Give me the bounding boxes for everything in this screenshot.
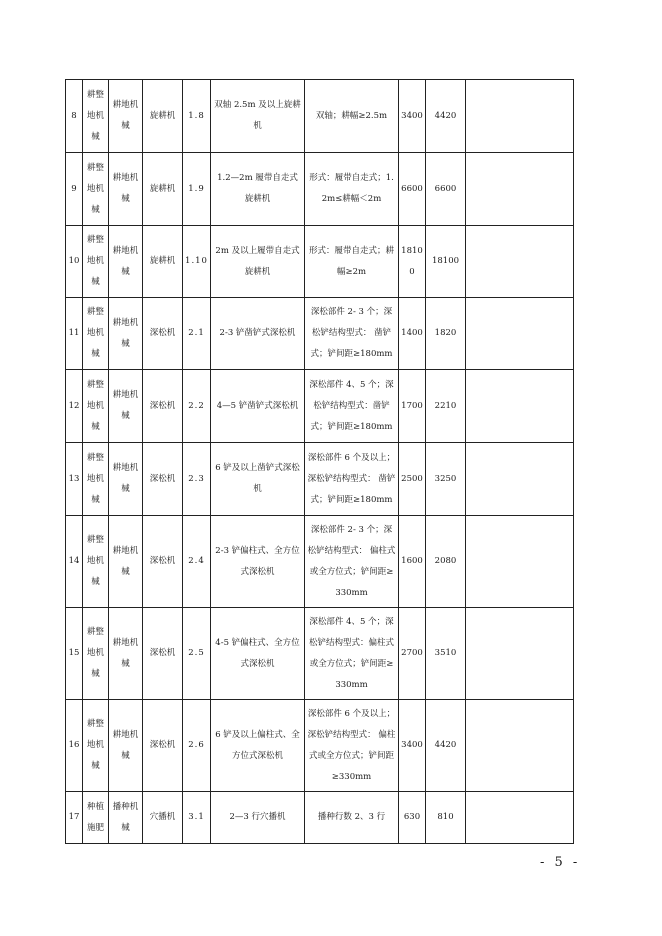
cell-note xyxy=(466,298,574,370)
cell-item-name: 2m 及以上履带自走式旋耕机 xyxy=(211,226,305,298)
cell-item-code: 1.8 xyxy=(183,80,211,153)
cell-subcategory: 耕地机械 xyxy=(109,443,143,516)
cell-note xyxy=(466,443,574,516)
table-row xyxy=(66,153,574,226)
table-row xyxy=(66,298,574,370)
cell-note xyxy=(466,792,574,844)
cell-row-index: 15 xyxy=(66,608,83,700)
cell-subcategory: 播种机械 xyxy=(109,792,143,844)
cell-note xyxy=(466,226,574,298)
cell-subcategory: 耕地机械 xyxy=(109,516,143,608)
cell-item-code: 2.5 xyxy=(183,608,211,700)
cell-subsidy-amount: 630 xyxy=(399,792,426,844)
cell-subsidy-amount: 1700 xyxy=(399,370,426,443)
table-row xyxy=(66,516,574,608)
table-row xyxy=(66,700,574,792)
cell-basic-spec: 深松部件 2- 3 个；深松铲结构型式： 偏柱式或全方位式；铲间距≥330mm xyxy=(305,516,399,608)
cell-row-index: 10 xyxy=(66,226,83,298)
cell-item-code: 2.4 xyxy=(183,516,211,608)
cell-item-name: 2-3 铲凿铲式深松机 xyxy=(211,298,305,370)
cell-subsidy-amount: 3400 xyxy=(399,80,426,153)
cell-subsidy-amount-b: 2210 xyxy=(426,370,466,443)
table-row xyxy=(66,443,574,516)
cell-item-code: 3.1 xyxy=(183,792,211,844)
cell-item-name: 4—5 铲凿铲式深松机 xyxy=(211,370,305,443)
cell-row-index: 11 xyxy=(66,298,83,370)
cell-basic-spec: 播种行数 2、3 行 xyxy=(305,792,399,844)
cell-item-name: 2—3 行穴播机 xyxy=(211,792,305,844)
cell-subcategory: 耕地机械 xyxy=(109,298,143,370)
cell-subcategory: 耕地机械 xyxy=(109,80,143,153)
cell-row-index: 8 xyxy=(66,80,83,153)
cell-subsidy-amount-b: 1820 xyxy=(426,298,466,370)
table-row xyxy=(66,226,574,298)
cell-subsidy-amount-b: 3250 xyxy=(426,443,466,516)
table-row xyxy=(66,792,574,844)
cell-subcategory: 耕地机械 xyxy=(109,700,143,792)
table-row xyxy=(66,370,574,443)
cell-machine-type: 旋耕机 xyxy=(143,80,183,153)
cell-item-name: 双轴 2.5m 及以上旋耕机 xyxy=(211,80,305,153)
cell-item-code: 1.9 xyxy=(183,153,211,226)
cell-category: 耕整地机械 xyxy=(83,516,109,608)
cell-subsidy-amount-b: 6600 xyxy=(426,153,466,226)
cell-subsidy-amount-b: 810 xyxy=(426,792,466,844)
table-row xyxy=(66,608,574,700)
cell-subsidy-amount: 2700 xyxy=(399,608,426,700)
cell-subsidy-amount-b: 18100 xyxy=(426,226,466,298)
cell-category: 耕整地机械 xyxy=(83,226,109,298)
cell-subsidy-amount-b: 2080 xyxy=(426,516,466,608)
cell-machine-type: 穴播机 xyxy=(143,792,183,844)
cell-row-index: 13 xyxy=(66,443,83,516)
cell-subcategory: 耕地机械 xyxy=(109,153,143,226)
cell-basic-spec: 深松部件 4、5 个；深松铲结构型式：偏柱式或全方位式；铲间距≥330mm xyxy=(305,608,399,700)
cell-row-index: 14 xyxy=(66,516,83,608)
cell-basic-spec: 形式：履带自走式；1.2m≤耕幅＜2m xyxy=(305,153,399,226)
table-row xyxy=(66,80,574,153)
cell-subsidy-amount: 1600 xyxy=(399,516,426,608)
cell-machine-type: 深松机 xyxy=(143,370,183,443)
cell-item-name: 1.2—2m 履带自走式旋耕机 xyxy=(211,153,305,226)
cell-note xyxy=(466,516,574,608)
cell-subsidy-amount: 3400 xyxy=(399,700,426,792)
subsidy-table xyxy=(65,79,574,844)
cell-subsidy-amount: 18100 xyxy=(399,226,426,298)
cell-category: 种植施肥 xyxy=(83,792,109,844)
cell-category: 耕整地机械 xyxy=(83,298,109,370)
cell-subsidy-amount: 1400 xyxy=(399,298,426,370)
cell-basic-spec: 形式：履带自走式；耕幅≥2m xyxy=(305,226,399,298)
cell-category: 耕整地机械 xyxy=(83,80,109,153)
cell-category: 耕整地机械 xyxy=(83,443,109,516)
cell-category: 耕整地机械 xyxy=(83,700,109,792)
cell-machine-type: 旋耕机 xyxy=(143,226,183,298)
cell-row-index: 9 xyxy=(66,153,83,226)
cell-subsidy-amount: 2500 xyxy=(399,443,426,516)
cell-note xyxy=(466,80,574,153)
cell-item-code: 2.1 xyxy=(183,298,211,370)
cell-basic-spec: 深松部件 4、5 个；深松铲结构型式：凿铲式；铲间距≥180mm xyxy=(305,370,399,443)
cell-machine-type: 深松机 xyxy=(143,700,183,792)
cell-item-code: 1.10 xyxy=(183,226,211,298)
cell-subcategory: 耕地机械 xyxy=(109,608,143,700)
page-number: - 5 - xyxy=(540,855,581,870)
cell-note xyxy=(466,370,574,443)
cell-note xyxy=(466,153,574,226)
cell-machine-type: 深松机 xyxy=(143,298,183,370)
cell-item-code: 2.3 xyxy=(183,443,211,516)
cell-machine-type: 深松机 xyxy=(143,608,183,700)
cell-item-name: 2-3 铲偏柱式、全方位式深松机 xyxy=(211,516,305,608)
cell-category: 耕整地机械 xyxy=(83,370,109,443)
cell-category: 耕整地机械 xyxy=(83,153,109,226)
cell-basic-spec: 双轴；耕幅≥2.5m xyxy=(305,80,399,153)
cell-item-name: 6 铲及以上凿铲式深松机 xyxy=(211,443,305,516)
cell-item-name: 6 铲及以上偏柱式、全方位式深松机 xyxy=(211,700,305,792)
cell-item-name: 4-5 铲偏柱式、全方位式深松机 xyxy=(211,608,305,700)
cell-basic-spec: 深松部件 2- 3 个；深松铲结构型式： 凿铲式；铲间距≥180mm xyxy=(305,298,399,370)
cell-subcategory: 耕地机械 xyxy=(109,370,143,443)
cell-row-index: 17 xyxy=(66,792,83,844)
cell-row-index: 12 xyxy=(66,370,83,443)
cell-subsidy-amount-b: 4420 xyxy=(426,80,466,153)
cell-row-index: 16 xyxy=(66,700,83,792)
cell-basic-spec: 深松部件 6 个及以上；深松铲结构型式： 凿铲式；铲间距≥180mm xyxy=(305,443,399,516)
cell-item-code: 2.6 xyxy=(183,700,211,792)
cell-basic-spec: 深松部件 6 个及以上；深松铲结构型式： 偏柱式或全方位式；铲间距≥330mm xyxy=(305,700,399,792)
cell-machine-type: 深松机 xyxy=(143,443,183,516)
cell-subcategory: 耕地机械 xyxy=(109,226,143,298)
cell-subsidy-amount-b: 4420 xyxy=(426,700,466,792)
cell-note xyxy=(466,700,574,792)
cell-machine-type: 深松机 xyxy=(143,516,183,608)
cell-note xyxy=(466,608,574,700)
cell-subsidy-amount-b: 3510 xyxy=(426,608,466,700)
cell-machine-type: 旋耕机 xyxy=(143,153,183,226)
cell-item-code: 2.2 xyxy=(183,370,211,443)
cell-subsidy-amount: 6600 xyxy=(399,153,426,226)
cell-category: 耕整地机械 xyxy=(83,608,109,700)
